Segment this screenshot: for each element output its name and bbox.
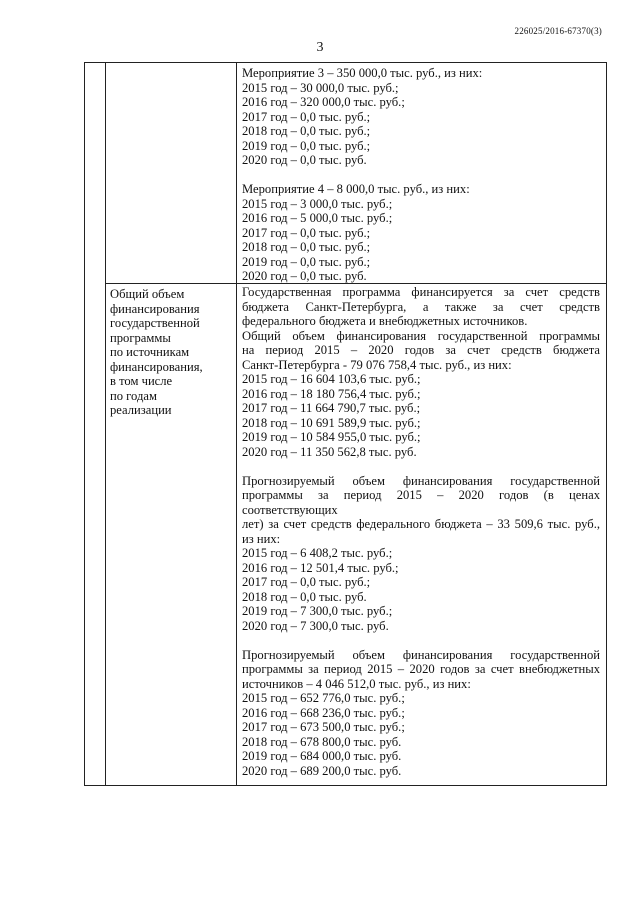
text-line: Общий объем финансирования государственной программы [242,328,600,343]
text-line: 2015 год – 16 604 103,6 тыс. руб.; [242,372,421,386]
table-label-column [105,63,237,785]
text-line: Общий объем [110,287,185,301]
text-line: в том числе [110,374,173,388]
table-left-column [85,63,106,785]
funding-row-content [242,285,600,778]
text-line: 2019 год – 10 584 955,0 тыс. руб.; [242,430,421,444]
text-line: по годам [110,388,157,403]
text-line: 2020 год – 689 200,0 тыс. руб. [242,763,402,778]
text-line: бюджета Санкт-Петербурга, а также за счет средств [242,299,600,314]
text-line: 2017 год – 0,0 тыс. руб.; [242,225,371,240]
funding-table [84,62,607,786]
text-line: 2016 год – 320 000,0 тыс. руб.; [242,95,405,109]
text-line: лет) за счет средств федерального бюджета – 33 509,6 тыс. руб., [242,517,600,531]
text-line: финансирования, [110,359,203,374]
text-line: 2018 год – 0,0 тыс. руб. [242,589,367,604]
blank-line [242,168,600,183]
text-line: 2018 год – 0,0 тыс. руб.; [242,240,371,254]
text-line: Мероприятие 4 – 8 000,0 тыс. руб., из них: [242,182,470,196]
text-line: 2015 год – 30 000,0 тыс. руб.; [242,80,399,95]
text-line: 2016 год – 5 000,0 тыс. руб.; [242,211,393,225]
text-line: источников – 4 046 512,0 тыс. руб., из них: [242,676,471,691]
text-line: Мероприятие 3 – 350 000,0 тыс. руб., из них: [242,66,483,80]
page-number: 3 [316,40,324,55]
text-line: 2020 год – 11 350 562,8 тыс. руб. [242,444,417,459]
text-line: 2020 год – 0,0 тыс. руб. [242,269,367,283]
text-line: 2019 год – 684 000,0 тыс. руб. [242,749,402,763]
funding-row-label [110,287,232,418]
text-line: 2016 год – 12 501,4 тыс. руб.; [242,560,399,575]
document-id: 226025/2016-67370(3) [514,26,602,36]
text-line: реализации [110,403,172,417]
text-line: 2017 год – 11 664 790,7 тыс. руб.; [242,401,421,415]
text-line: 2020 год – 0,0 тыс. руб. [242,153,367,167]
text-line: программы за период 2015 – 2020 годов за счет внебюджетных [242,662,600,676]
text-line: 2017 год – 0,0 тыс. руб.; [242,109,371,124]
text-line: программы за период 2015 – 2020 годов (в ценах соответствующих [242,488,600,517]
text-line: Санкт-Петербурга - 79 076 758,4 тыс. руб., из них: [242,357,512,372]
text-line: на период 2015 – 2020 годов за счет средств бюджета [242,343,600,357]
text-line: 2017 год – 673 500,0 тыс. руб.; [242,720,405,734]
text-line: 2015 год – 3 000,0 тыс. руб.; [242,196,393,211]
text-line: 2016 год – 668 236,0 тыс. руб.; [242,705,405,720]
text-line: финансирования [110,301,200,316]
text-line: по источникам [110,345,190,359]
text-line: 2018 год – 678 800,0 тыс. руб. [242,734,402,749]
text-line: 2019 год – 0,0 тыс. руб.; [242,138,371,153]
text-line: 2018 год – 10 691 589,9 тыс. руб.; [242,415,421,430]
text-line: программы [110,330,171,345]
text-line: 2019 год – 7 300,0 тыс. руб.; [242,604,393,618]
text-line: 2020 год – 7 300,0 тыс. руб. [242,618,389,633]
text-line: 2017 год – 0,0 тыс. руб.; [242,575,371,589]
text-line: Прогнозируемый объем финансирования государственной [242,473,600,488]
text-line: 2018 год – 0,0 тыс. руб.; [242,124,371,138]
text-line: Прогнозируемый объем финансирования государственной [242,647,600,662]
blank-line [242,459,600,474]
text-line: федерального бюджета и внебюджетных источников. [242,314,528,328]
top-cell-content [242,66,600,284]
text-line: Государственная программа финансируется за счет средств [242,285,600,299]
text-line: государственной [110,316,200,330]
text-line: 2015 год – 652 776,0 тыс. руб.; [242,691,405,705]
text-line: 2016 год – 18 180 756,4 тыс. руб.; [242,386,421,401]
text-line: из них: [242,531,281,546]
blank-line [242,633,600,648]
text-line: 2015 год – 6 408,2 тыс. руб.; [242,546,393,560]
text-line: 2019 год – 0,0 тыс. руб.; [242,254,371,269]
